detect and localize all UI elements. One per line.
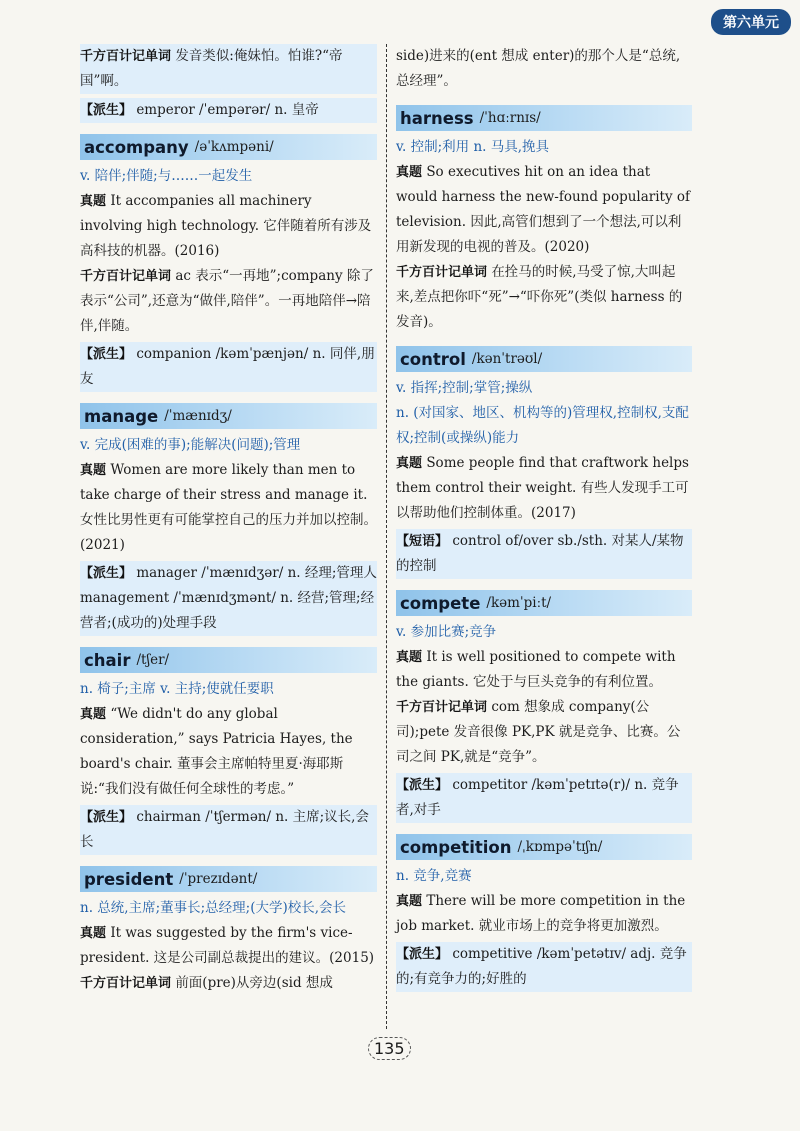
unit-tab: 第六单元 <box>711 9 791 35</box>
memo <box>396 695 692 770</box>
memo <box>80 264 377 339</box>
meaning: n. 竞争,竞赛 <box>396 868 472 884</box>
phonetic: /əˈkʌmpəni/ <box>194 139 274 155</box>
zhenti-text: Some people find that craftwork helps them control their weight. 有些人发现手工可以帮助他们控制体重。(2017) <box>396 455 689 521</box>
left-column <box>80 44 377 996</box>
headword: compete <box>400 593 481 613</box>
zhenti-tag: 真题 <box>80 926 107 941</box>
deriv-text: chairman /ˈtʃermən/ n. 主席;议长,会长 <box>80 809 369 850</box>
zhenti-example <box>80 702 377 802</box>
zhenti-text: It accompanies all machinery involving high technology. 它伴随着所有涉及高科技的机器。(2016) <box>80 193 372 259</box>
word-header-chair <box>80 647 377 673</box>
zhenti-text: So executives hit on an idea that would harness the new-found popularity of television. 因此,高管们想到了一个想法,可以利用新发现的电视的普及。(2020) <box>396 164 691 255</box>
intro-derivative <box>80 98 377 123</box>
zhenti-text: It is well positioned to compete with the giants. 它处于与巨头竞争的有利位置。 <box>396 649 676 690</box>
headword: accompany <box>84 137 189 157</box>
word-header-president <box>80 866 377 892</box>
deriv-text: competitive /kəmˈpetətɪv/ adj. 竞争的;有竞争力的;好胜的 <box>396 946 687 987</box>
derivative <box>396 942 692 992</box>
meaning-verb: v. 指挥;控制;掌管;操纵 <box>396 380 533 396</box>
headword: harness <box>400 108 474 128</box>
word-header-harness <box>396 105 692 131</box>
derivative <box>80 805 377 855</box>
zhenti-tag: 真题 <box>80 463 107 478</box>
memo-tag: 千方百计记单词 <box>80 269 172 284</box>
deriv-text: manager /ˈmænɪdʒər/ n. 经理;管理人 management /ˈmænɪdʒmənt/ n. 经营;管理;经营者;(成功的)处理手段 <box>80 565 377 631</box>
meaning: n. 总统,主席;董事长;总经理;(大学)校长,会长 <box>80 900 347 916</box>
derivative <box>396 773 692 823</box>
phonetic: /ˌkɒmpəˈtɪʃn/ <box>517 839 603 855</box>
deriv-tag: 【派生】 <box>80 810 133 825</box>
zhenti-tag: 真题 <box>396 165 423 180</box>
zhenti-tag: 真题 <box>396 456 423 471</box>
memo <box>396 260 692 335</box>
memo-tag: 千方百计记单词 <box>396 265 488 280</box>
zhenti-example <box>396 645 692 695</box>
zhenti-text: It was suggested by the firm's vice-president. 这是公司副总裁提出的建议。(2015) <box>80 925 375 966</box>
zhenti-text: There will be more competition in the job market. 就业市场上的竞争将更加激烈。 <box>396 893 686 934</box>
headword: chair <box>84 650 131 670</box>
deriv-text: competitor /kəmˈpetɪtə(r)/ n. 竞争者,对手 <box>396 777 679 818</box>
zhenti-tag: 真题 <box>396 894 423 909</box>
deriv-tag: 【派生】 <box>80 566 133 581</box>
headword: manage <box>84 406 159 426</box>
derivative <box>80 342 377 392</box>
phonetic: /ˈhɑːrnɪs/ <box>479 110 541 126</box>
memo <box>80 971 377 996</box>
deriv-tag: 【派生】 <box>396 778 449 793</box>
phonetic: /kəmˈpiːt/ <box>486 595 552 611</box>
zhenti-text: Women are more likely than men to take charge of their stress and manage it. 女性比男性更有可能掌控自己的压力并加以控制。(2021) <box>80 462 377 553</box>
derivative <box>80 561 377 636</box>
phrase-tag: 【短语】 <box>396 534 449 549</box>
phonetic: /tʃer/ <box>136 652 170 668</box>
word-header-competition <box>396 834 692 860</box>
word-header-manage <box>80 403 377 429</box>
meaning: v. 控制;利用 n. 马具,挽具 <box>396 139 550 155</box>
phonetic: /ˈprezɪdənt/ <box>179 871 258 887</box>
zhenti-example <box>396 160 692 260</box>
meaning: v. 完成(困难的事);能解决(问题);管理 <box>80 437 301 453</box>
headword: president <box>84 869 174 889</box>
column-divider <box>386 44 387 1029</box>
page-number: 135 <box>368 1037 411 1060</box>
continued-memo: side)进来的(ent 想成 enter)的那个人是“总统,总经理”。 <box>396 48 681 89</box>
memo-text: com 想象成 company(公司);pete 发音很像 PK,PK 就是竞争、比赛。公司之间 PK,就是“竞争”。 <box>396 699 681 765</box>
phrase <box>396 529 692 579</box>
deriv-text: emperor /ˈempərər/ n. 皇帝 <box>136 102 319 118</box>
zhenti-example <box>80 189 377 264</box>
word-header-control <box>396 346 692 372</box>
phonetic: /kənˈtrəʊl/ <box>471 351 543 367</box>
zhenti-example <box>80 458 377 558</box>
zhenti-tag: 真题 <box>80 194 107 209</box>
meaning: v. 陪伴;伴随;与……一起发生 <box>80 168 253 184</box>
memo-text: 发音类似:俺妹怕。怕谁?“帝国”啊。 <box>80 48 343 89</box>
memo-tag: 千方百计记单词 <box>396 700 488 715</box>
headword: control <box>400 349 466 369</box>
zhenti-example <box>396 889 692 939</box>
meaning: n. 椅子;主席 v. 主持;使就任要职 <box>80 681 274 697</box>
zhenti-tag: 真题 <box>80 707 107 722</box>
deriv-text: companion /kəmˈpænjən/ n. 同伴,朋友 <box>80 346 375 387</box>
zhenti-text: “We didn't do any global consideration,” says Patricia Hayes, the board's chair. 董事会主席帕特里夏·海耶斯说:“我们没有做任何全球性的考虑。” <box>80 706 353 797</box>
meaning: v. 参加比赛;竞争 <box>396 624 497 640</box>
deriv-tag: 【派生】 <box>396 947 449 962</box>
word-header-compete <box>396 590 692 616</box>
intro-memo <box>80 44 377 94</box>
memo-text: ac 表示“一再地”;company 除了表示“公司”,还意为“做伴,陪伴”。一再地陪伴→陪伴,伴随。 <box>80 268 374 334</box>
memo-tag: 千方百计记单词 <box>80 976 172 991</box>
memo-text: 前面(pre)从旁边(sid 想成 <box>175 975 333 991</box>
memo-text: 在拴马的时候,马受了惊,大叫起来,差点把你吓“死”→“吓你死”(类似 harness 的发音)。 <box>396 264 683 330</box>
headword: competition <box>400 837 512 857</box>
right-column <box>396 44 692 992</box>
word-header-accompany <box>80 134 377 160</box>
zhenti-tag: 真题 <box>396 650 423 665</box>
zhenti-example <box>396 451 692 526</box>
deriv-tag: 【派生】 <box>80 347 133 362</box>
meaning-noun: n. (对国家、地区、机构等的)管理权,控制权,支配权;控制(或操纵)能力 <box>396 405 689 446</box>
phrase-text: control of/over sb./sth. 对某人/某物的控制 <box>396 533 684 574</box>
phonetic: /ˈmænɪdʒ/ <box>164 408 232 424</box>
memo-tag: 千方百计记单词 <box>80 49 172 64</box>
zhenti-example <box>80 921 377 971</box>
deriv-tag: 【派生】 <box>80 103 133 118</box>
